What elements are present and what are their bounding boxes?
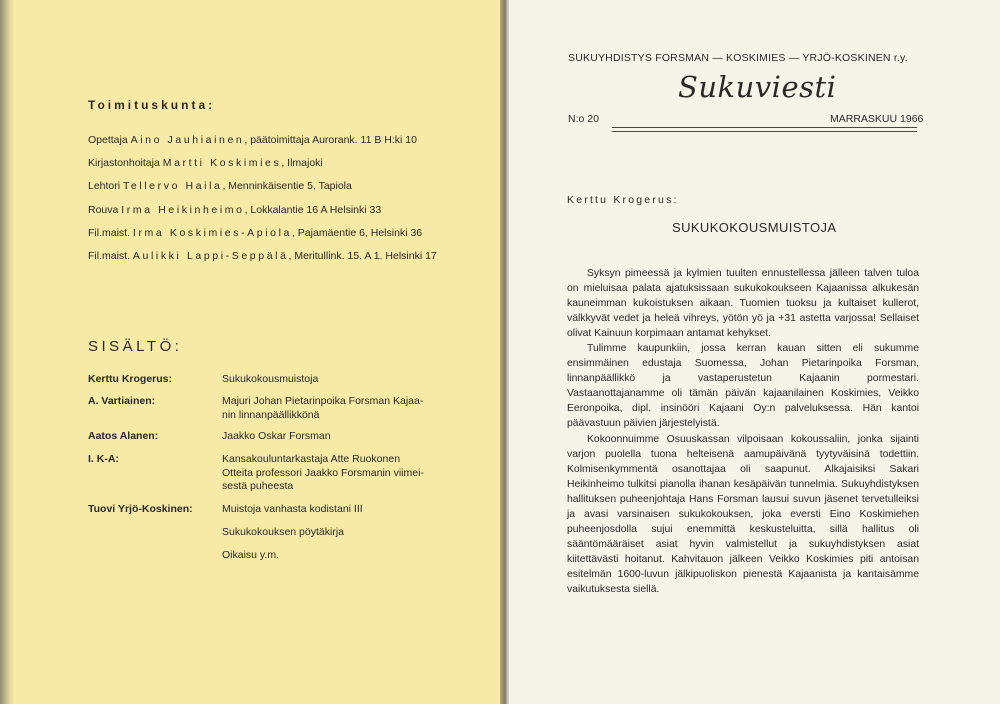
toc-entry: Kansakouluntarkastaja Atte Ruokonen Otteita professori Jaakko Forsmanin viimei- sestä puheesta xyxy=(222,453,424,492)
article-body xyxy=(567,266,919,597)
issue-date: MARRASKUU 1966 xyxy=(830,113,924,125)
contents-heading: SISÄLTÖ: xyxy=(88,338,183,355)
masthead-rule xyxy=(612,131,917,132)
staff-line: Rouva Irma Heikinheimo, Lokkalantie 16 A Helsinki 33 xyxy=(88,204,382,216)
staff-line: Fil.maist. Irma Koskimies-Apiola, Pajamäentie 6, Helsinki 36 xyxy=(88,227,423,239)
toc-author: I. K-A: xyxy=(88,453,119,465)
issue-number: N:o 20 xyxy=(568,113,599,125)
masthead-rule xyxy=(612,127,917,128)
staff-line: Kirjastonhoitaja Martti Koskimies, Ilmajoki xyxy=(88,157,323,169)
article-paragraph: Syksyn pimeessä ja kylmien tuulten ennustellessa jälleen talven tuloa on mieluisaa palata ajatuksissaan sukukokoukseen Kajaanissa alkukesän kauneimman kukoistuksen aikaan. Tuomien tuoksu ja kultaiset kullerot, välkkyvät vedet ja heleä vihreys, yötön yö ja +31 astetta varjossa! Sellaiset olivat Kainuun korpimaan antamat kehykset. xyxy=(567,268,919,340)
masthead: Sukuviesti xyxy=(678,70,837,104)
toc-entry: Sukukokousmuistoja xyxy=(222,373,319,385)
page-edge-shadow xyxy=(0,0,14,704)
toc-author: Aatos Alanen: xyxy=(88,430,159,442)
staff-name: Irma Heikinheimo xyxy=(121,204,245,216)
editors-heading: Toimituskunta: xyxy=(88,98,216,112)
toc-author: Tuovi Yrjö-Koskinen: xyxy=(88,503,193,515)
toc-entry: Muistoja vanhasta kodistani III xyxy=(222,503,363,515)
toc-entry: Jaakko Oskar Forsman xyxy=(222,430,331,442)
article-paragraph: Kokoonnuimme Osuuskassan vilpoisaan kokoussaliin, jonka sijainti varjon puolella tuona helteisenä aamupäivänä tyytyväisinä todettiin. Kolmisenkymmentä osanottajaa oli saapunut. Alkajaisiksi Sakari Heikinheimo tulkitsi pianolla ihanan kesäpäivän tunnelmia. Sukuyhdistyksen hallituksen puheenjohtaja Hans Forsman lausui suvun jäsenet tervetulleiksi ja avasi varsinaisen sukukokouksen, joka eversti Eino Koskimiehen puheenjosdolla sujui enemmittä keskusteluitta, sillä hallitus oli sääntömääräiset asiat hyvin valmistellut ja sukuyhdistyksen asiat kiitettävästi hoitanut. Kahvitauon jälkeen Veikko Koskimies piti antoisan esitelmän 1600-luvun jälkipuoliskon pienestä Kajaanista ja kantaisämme vaikutuksesta siellä. xyxy=(567,433,919,595)
staff-name: Tellervo Haila xyxy=(123,180,223,192)
article-paragraph: Tulimme kaupunkiin, jossa kerran kauan sitten eli sukumme ensimmäinen edustaja Suomessa, Johan Pietarinpoika Forsman, linnanpäällikkö ja vastaperustetun Kajaanin pormestari. Vastaanottajanamme oli tämän päivän kajaanilainen Koskimies, Veikko Eeronpoika, dipl. insinööri Kajaani Oy:n palveluksessa. Hän kantoi päävastuun päivien järjestelyistä. xyxy=(567,343,919,430)
staff-name: Aulikki Lappi-Seppälä xyxy=(132,250,289,262)
staff-line: Fil.maist. Aulikki Lappi-Seppälä, Meritullink. 15. A 1. Helsinki 17 xyxy=(88,250,437,262)
toc-entry: Oikaisu y.m. xyxy=(222,549,279,561)
staff-name: Irma Koskimies-Apiola xyxy=(132,227,292,239)
staff-line: Lehtori Tellervo Haila, Menninkäisentie 5, Tapiola xyxy=(88,180,352,192)
toc-entry: Sukukokouksen pöytäkirja xyxy=(222,526,344,538)
article-title: SUKUKOKOUSMUISTOJA xyxy=(672,220,837,235)
article-author: Kerttu Krogerus: xyxy=(567,194,679,206)
toc-author: Kerttu Krogerus: xyxy=(88,373,173,385)
staff-name: Aino Jauhiainen xyxy=(130,134,245,146)
staff-line: Opettaja Aino Jauhiainen, päätoimittaja Aurorank. 11 B H:ki 10 xyxy=(88,134,417,146)
staff-name: Martti Koskimies xyxy=(162,157,282,169)
association-name: SUKUYHDISTYS FORSMAN — KOSKIMIES — YRJÖ-KOSKINEN r.y. xyxy=(568,52,908,64)
toc-author: A. Vartiainen: xyxy=(88,395,156,407)
toc-entry: Majuri Johan Pietarinpoika Forsman Kajaa- nin linnanpäällikkönä xyxy=(222,395,424,421)
